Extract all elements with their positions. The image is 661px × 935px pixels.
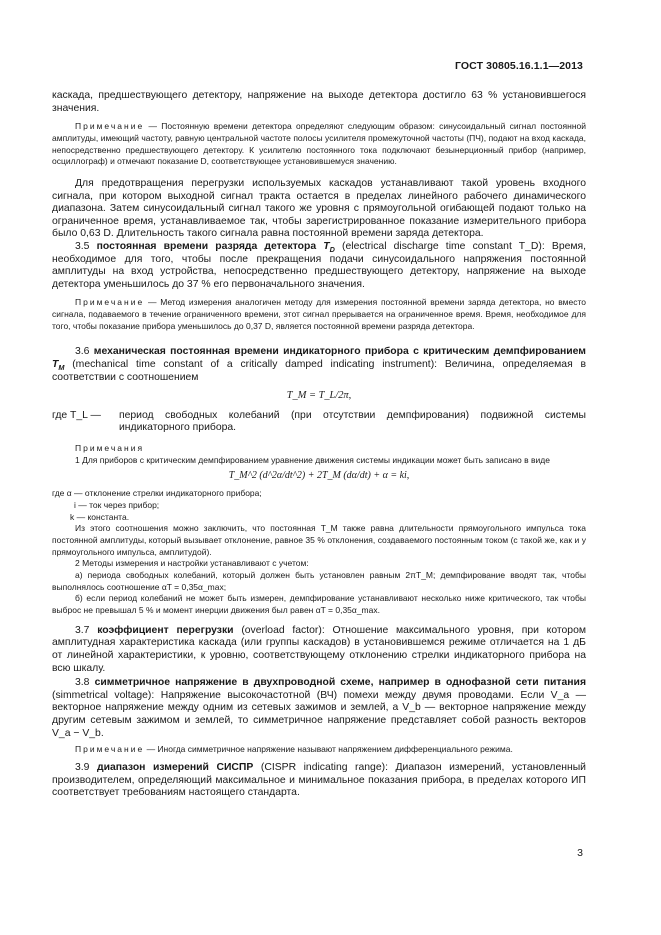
where-i: i — ток через прибор; [74,499,160,510]
clause-text: (overload factor): Отношение максимального уровня, при котором амплитудная характеристика каскада (или группы каскадов) в установившемся режиме отличается на 1 дБ от линейной характеристики, к уровню, соответствующему отклонению стрелки индикаторного прибора на всю шкалу. [52,624,586,674]
note-1-equation-intro: 1 Для приборов с критическим демпфированием уравнение движения системы индикации может быть записано в виде [75,454,550,465]
note-text: — Постоянную времени детектора определяют следующим образом: синусоидальный сигнал постоянной амплитуды, имеющий частоту, равную центральной частоте полосы усилителя промежуточной частоты (ПЧ), подают на вход каскада, непосредственно предшествующего детектору. К усилителю постоянного тока подключают безынерционный прибор (например, осциллограф) и отмечают показание D, соответствующее установившемуся значению. [52,121,586,167]
where-k: k — константа. [70,511,130,522]
note-1-conclusion: Из этого соотношения можно заключить, что постоянная T_M также равна длительности прямоугольного импульса тока постоянной амплитуды, который вызывает отклонение, равное 35 % отклонения, создаваемого постоянным током (с такой же, как и у прямоугольного импульса, амплитудой). [52,523,586,557]
where-alpha: где α — отклонение стрелки индикаторного прибора; [52,488,262,499]
paragraph-overload-prevention: Для предотвращения перегрузки используемых каскадов устанавливают такой уровень входного сигнала, при котором выходной сигнал тракта остается в пределах линейного рабочего динамического диапазона. Затем синусоидальный сигнал такого же уровня с прямоугольной огибающей подают только на ограниченное время, устанавливаемое так, чтобы зарегистрированное показание измерительного прибора было 0,63 D. Длительность такого сигнала равна постоянной времени заряда детектора. [52,178,586,240]
term-symbol: $T_M$ [52,359,65,373]
paragraph-continuation: каскада, предшествующего детектору, напряжение на выходе детектора достигло 63 % установившегося значения. [52,90,586,114]
clause-number: 3.5 [75,240,90,252]
clause-term: симметричное напряжение в двухпроводной схеме, например в однофазной сети питания [94,677,587,689]
clause-text: (mechanical time constant of a critically damped indicating instrument): Величина, определяемая в соответствии с соотношением [52,359,586,383]
note-2b: б) если период колебаний не может быть измерен, демпфирование устанавливают несколько ниже критического, так чтобы выброс не превышал 5 % и момент инерции движения был равен αT = 0,35α_max. [52,593,586,616]
clause-term: коэффициент перегрузки [97,624,234,636]
page-content [52,90,586,800]
clause-number: 3.9 [75,761,90,773]
clause-3-5 [52,241,586,291]
clause-3-8 [52,677,586,740]
note-label: Примечание [75,121,145,132]
where-key: где T_L — [52,409,101,421]
note-label: Примечание [75,744,145,755]
clause-text: (CISPR indicating range): Диапазон измерений, установленный производителем, определяющий максимальное и минимальное показания прибора, в пределах которого ИП соответствует требованиям настоящего стандарта. [52,761,586,799]
clause-term: диапазон измерений СИСПР [96,761,254,773]
where-tl-definition [52,410,586,435]
clause-number: 3.7 [75,624,90,636]
clause-3-6 [52,346,586,384]
note-detector-charge [52,121,586,168]
note-detector-discharge [52,297,586,332]
clause-3-7 [52,625,586,675]
note-symmetric-voltage [52,744,586,756]
note-2-methods: 2 Методы измерения и настройки устанавливают с учетом: [75,558,309,569]
clause-text: (simmetrical voltage): Напряжение высокочастотной (ВЧ) помехи между двумя проводами. Если V_a — векторное напряжение между одним из сетевых зажимов и землей, а V_b — векторное напряжение между другим сетевым зажимом и землей, то симметричное напряжение представляет собой разность векторов V_a − V_b. [52,689,586,739]
clause-3-9 [52,762,586,800]
clause-term: постоянная времени разряда детектора [96,240,317,252]
clause-number: 3.8 [75,677,90,689]
note-text: — Иногда симметричное напряжение называют напряжением дифференциального режима. [146,744,513,755]
term-symbol: $T_D$ [323,240,335,255]
clause-number: 3.6 [75,346,90,358]
where-text: период свободных колебаний (при отсутствии демпфирования) подвижной системы индикаторного прибора. [119,409,586,434]
clause-term: механическая постоянная времени индикаторного прибора с критическим демпфированием [93,346,586,358]
note-2a: а) периода свободных колебаний, который должен быть установлен равным 2πT_M; демпфирование вводят так, чтобы выполнялось соотношение αT = 0,35α_max; [52,570,586,592]
note-label: Примечание [75,297,145,308]
page-number: 3 [577,847,583,859]
note-text: — Метод измерения аналогичен методу для измерения постоянной времени заряда детектора, но вместо сигнала, подаваемого в течение ограниченного времени, этот сигнал прерывается на ограниченное время. Время, необходимое для того, чтобы показание прибора уменьшилось до 0,37 D, является постоянной времени разряда детектора. [52,297,586,331]
standard-code-header: ГОСТ 30805.16.1.1—2013 [455,60,583,72]
clause-text: (electrical discharge time constant T_D): Время, необходимое для того, чтобы после прекращения подачи синусоидального напряжения постоянной амплитуды на вход устройства, непосредственно предшествующего детектору, напряжение на выходе детектора уменьшилось до 37 % его первоначального значения. [52,240,587,290]
formula-tm: T_M = T_L/2π, [286,390,352,402]
formula-motion-equation: T_M^2 (d^2α/dt^2) + 2T_M (dα/dt) + α = ki, [228,470,410,482]
notes-heading: Примечания [75,443,145,454]
